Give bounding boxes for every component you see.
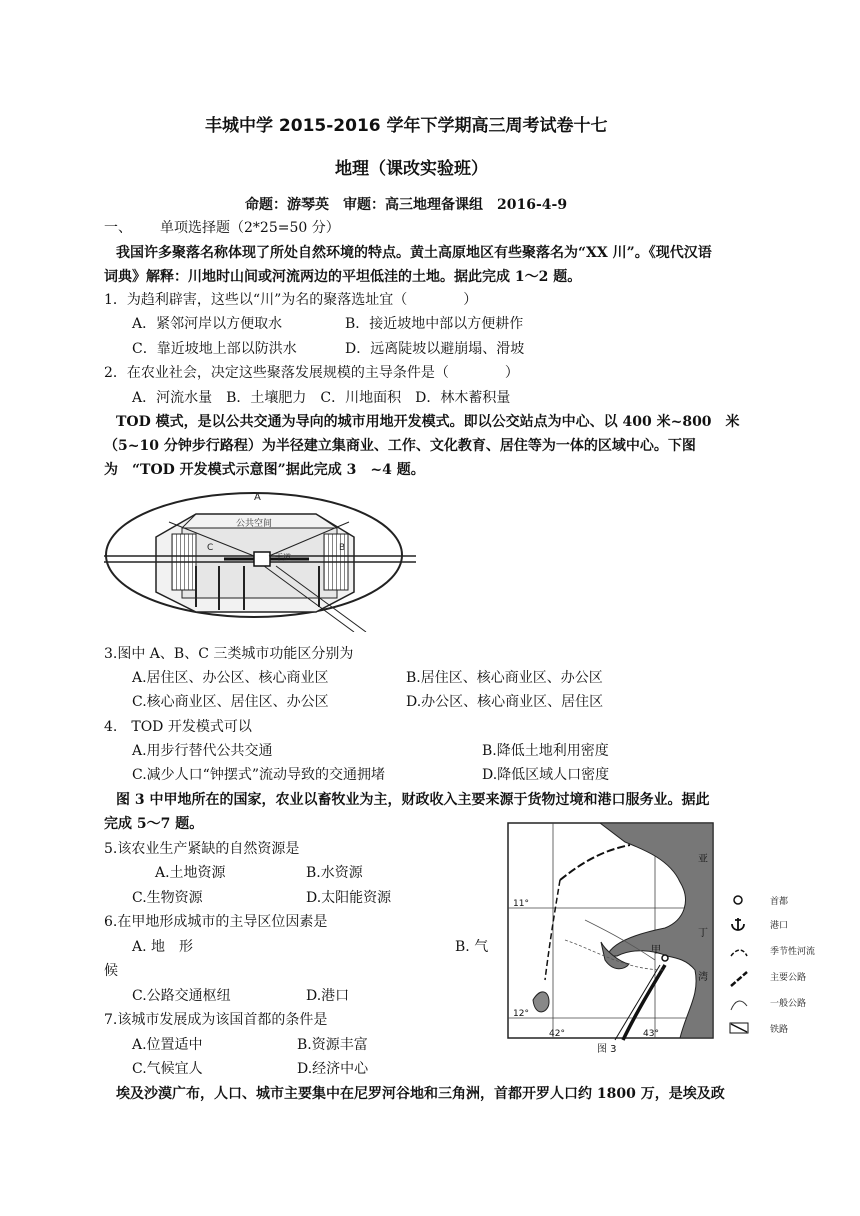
- question-6-stem: 6.在甲地形成城市的主导区位因素是: [104, 914, 328, 930]
- map-label-lat-11: 11°: [513, 899, 529, 909]
- question-4-option-d: D.降低区域人口密度: [482, 767, 610, 783]
- legend-seasonal-river: 季节性河流: [770, 947, 816, 957]
- passage-3-line-2: 完成 5～7 题。: [104, 816, 204, 832]
- legend-general-road: 一般公路: [770, 999, 807, 1009]
- question-4-option-b: B.降低土地利用密度: [482, 743, 609, 759]
- port-icon: [732, 918, 744, 930]
- seasonal-river-icon: [731, 950, 747, 956]
- map-label-sea-2: 丁: [698, 928, 708, 939]
- exam-authors: 命题：游琴英 审题：高三地理备课组 2016-4-9: [245, 197, 568, 213]
- question-5-option-b: B.水资源: [306, 865, 363, 881]
- exam-title: 丰城中学 2015-2016 学年下学期高三周考试卷十七: [205, 116, 608, 136]
- legend-main-road: 主要公路: [770, 973, 807, 983]
- tod-diagram: [104, 482, 416, 632]
- passage-1-line-1: 我国许多聚落名称体现了所处自然环境的特点。黄土高原地区有些聚落名为“XX 川”。《现代汉语: [116, 245, 712, 261]
- passage-2-line-2: （5~10 分钟步行路程）为半径建立集商业、工作、文化教育、居住等为一体的区域中心。下图: [104, 438, 696, 454]
- map-label-sea-3: 湾: [698, 972, 708, 983]
- question-1-option-c: C．靠近坡地上部以防洪水: [132, 341, 297, 357]
- question-5-stem: 5.该农业生产紧缺的自然资源是: [104, 841, 300, 857]
- question-6-option-d: D.港口: [306, 988, 350, 1004]
- passage-2-line-1: TOD 模式，是以公共交通为导向的城市用地开发模式。即以公交站点为中心、以 400 米~800 米: [116, 414, 740, 430]
- question-7-stem: 7.该城市发展成为该国首都的条件是: [104, 1012, 328, 1028]
- map-figure-3: [505, 820, 840, 1065]
- question-7-option-a: A.位置适中: [132, 1037, 203, 1053]
- map-label-lon-43: 43°: [643, 1029, 659, 1039]
- question-2-options: A．河流水量 B．土壤肥力 C．川地面积 D．林木蓄积量: [132, 390, 511, 406]
- map-caption: 图 3: [597, 1044, 617, 1055]
- tod-label-public-space: 公共空间: [236, 519, 273, 529]
- question-7-option-b: B.资源丰富: [297, 1037, 368, 1053]
- question-6-option-c: C.公路交通枢纽: [132, 988, 231, 1004]
- question-1-stem: 1．为趋利辟害，这些以“川”为名的聚落选址宜（ ）: [104, 292, 478, 308]
- question-4-option-c: C.减少人口“钟摆式”流动导致的交通拥堵: [132, 767, 385, 783]
- passage-1-line-2: 词典》解释：川地时山间或河流两边的平坦低洼的土地。据此完成 1～2 题。: [104, 269, 582, 285]
- question-3-option-b: B.居住区、核心商业区、办公区: [406, 670, 603, 686]
- tod-label-c: C: [207, 543, 214, 553]
- legend-port: 港口: [770, 921, 789, 931]
- question-7-option-c: C.气候宜人: [132, 1061, 203, 1077]
- question-6-option-b: B. 气: [455, 939, 489, 955]
- section-number: 一、: [104, 220, 132, 236]
- passage-2-line-3: 为 “TOD 开发模式示意图”据此完成 3 ~4 题。: [104, 462, 425, 478]
- legend-capital: 首都: [770, 897, 789, 907]
- section-title: 单项选择题（2*25=50 分）: [160, 220, 340, 236]
- question-4-option-a: A.用步行替代公共交通: [132, 743, 273, 759]
- question-3-stem: 3.图中 A、B、C 三类城市功能区分别为: [104, 646, 354, 662]
- question-5-option-c: C.生物资源: [132, 890, 203, 906]
- question-1-option-b: B．接近坡地中部以方便耕作: [345, 316, 524, 332]
- question-6-option-a: A. 地 形: [132, 939, 194, 955]
- question-6-option-b-continued: 候: [104, 963, 118, 979]
- passage-4-line-1: 埃及沙漠广布，人口、城市主要集中在尼罗河谷地和三角洲，首都开罗人口约 1800 万，是埃及政: [116, 1086, 725, 1102]
- map-label-lat-12: 12°: [513, 1009, 529, 1019]
- map-label-sea-1: 亚: [698, 854, 708, 865]
- question-3-option-c: C.核心商业区、居住区、办公区: [132, 694, 329, 710]
- passage-3-line-1: 图 3 中甲地所在的国家，农业以畜牧业为主，财政收入主要来源于货物过境和港口服务业。据此: [116, 792, 710, 808]
- question-1-option-a: A．紧邻河岸以方便取水: [132, 316, 283, 332]
- tod-label-b: B: [339, 543, 346, 553]
- main-road-icon: [731, 972, 747, 986]
- map-label-lon-42: 42°: [549, 1029, 565, 1039]
- legend-railway: 铁路: [770, 1025, 789, 1035]
- general-road-icon: [731, 1001, 747, 1010]
- exam-subtitle: 地理（课改实验班）: [335, 159, 488, 179]
- tod-label-a: A: [254, 492, 261, 503]
- question-5-option-a: A.土地资源: [155, 865, 226, 881]
- capital-icon: [734, 896, 742, 904]
- question-7-option-d: D.经济中心: [297, 1061, 369, 1077]
- question-2-stem: 2．在农业社会，决定这些聚落发展规模的主导条件是（ ）: [104, 365, 519, 381]
- question-3-option-d: D.办公区、核心商业区、居住区: [406, 694, 604, 710]
- map-label-city: 甲: [651, 945, 661, 956]
- tod-label-road: 干道: [275, 553, 291, 562]
- question-4-stem: 4. TOD 开发模式可以: [104, 719, 252, 735]
- question-5-option-d: D.太阳能资源: [306, 890, 392, 906]
- question-3-option-a: A.居住区、办公区、核心商业区: [132, 670, 329, 686]
- question-1-option-d: D．远离陡坡以避崩塌、滑坡: [345, 341, 525, 357]
